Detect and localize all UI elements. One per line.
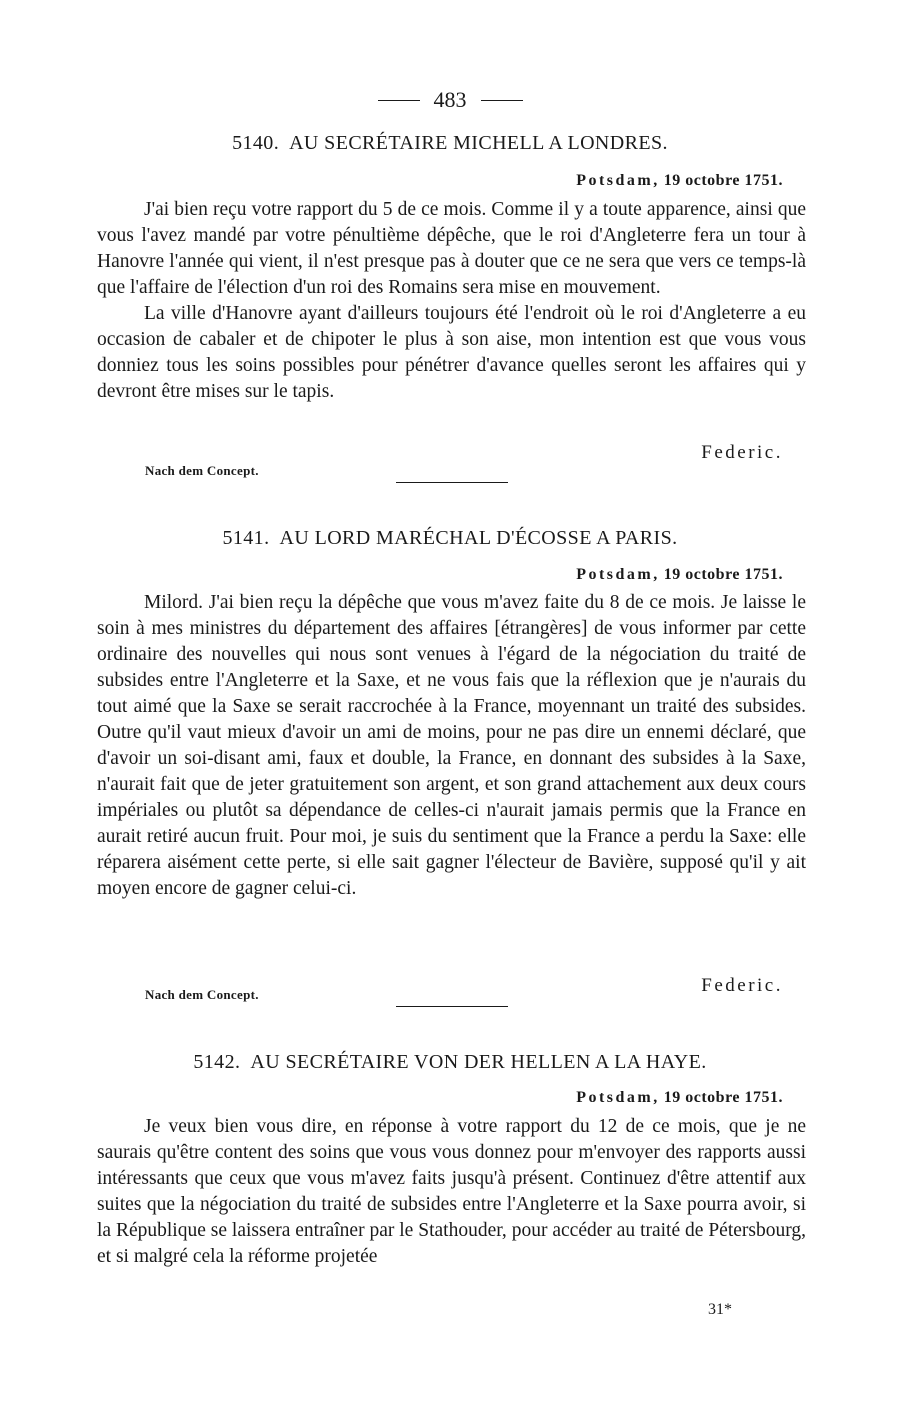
letter-heading [0,132,900,155]
letter-source-note: Nach dem Concept. [145,463,259,478]
letter-number: 5142. [193,1051,241,1073]
letter-dateline [576,1089,783,1107]
letter-number: 5140. [232,132,280,154]
letter-signature: Federic. [701,975,783,996]
letter-signature: Federic. [701,442,783,463]
page-number: 483 [433,87,467,112]
letter-dateline [576,172,783,190]
sheet-signature: 31* [708,1301,732,1318]
letter-source-note: Nach dem Concept. [145,987,259,1002]
page-number-header [370,86,530,114]
letter-heading [0,527,900,550]
letter-title: AU LORD MARÉCHAL D'ÉCOSSE A PARIS. [279,527,678,549]
section-divider [396,482,508,483]
letter-place: Potsdam, [576,1089,660,1106]
page-number-dash-right [481,100,523,101]
letter-paragraph: Je veux bien vous dire, en réponse à votre rapport du 12 de ce mois, que je ne saurais qu'être content des soins que vous vous donnez pour m'envoyer des rapports aussi intéressants que ceux que vous m'avez faits jusqu'à présent. Continuez d'être attentif aux suites que la négociation du traité de subsides entre l'Angleterre et la Saxe pourra avoir, si la République se laissera entraîner par le Stathouder, pour accéder au traité de Pétersbourg, et si malgré cela la réforme projetée [97,1116,806,1267]
letter-paragraph: J'ai bien reçu votre rapport du 5 de ce mois. Comme il y a toute apparence, ainsi que vous l'avez mandé par votre pénultième dépêche, que le roi d'Angleterre fera un tour à Hanovre l'année qui vient, il n'est presque pas à douter que ce ne sera que vers ce temps-là que l'affaire de l'élection d'un roi des Romains sera mise en mouvement. [97,199,806,298]
letter-body [97,197,806,405]
letter-place: Potsdam, [576,566,660,583]
letter-heading [0,1051,900,1074]
letter-paragraph: La ville d'Hanovre ayant d'ailleurs toujours été l'endroit où le roi d'Angleterre a eu occasion de cabaler et de chipoter le plus à son aise, mon intention est que vous vous donniez tous les soins possibles pour pénétrer d'avance quelles seront les affaires qui y devront être mises sur le tapis. [97,303,806,402]
letter-body [97,1114,806,1270]
section-divider [396,1006,508,1007]
letter-body [97,590,806,902]
letter-date: 19 octobre 1751. [663,566,783,583]
letter-title: AU SECRÉTAIRE MICHELL A LONDRES. [289,132,668,154]
letter-date: 19 octobre 1751. [663,172,783,189]
letter-title: AU SECRÉTAIRE VON DER HELLEN A LA HAYE. [250,1051,707,1073]
letter-number: 5141. [222,527,270,549]
letter-place: Potsdam, [576,172,660,189]
letter-date: 19 octobre 1751. [663,1089,783,1106]
page-number-dash-left [378,100,420,101]
letter-dateline [576,566,783,584]
letter-paragraph: Milord. J'ai bien reçu la dépêche que vous m'avez faite du 8 de ce mois. Je laisse le soin à mes ministres du département des affaires [étrangères] de vous informer par cette ordinaire des nouvelles qui nous sont venues à l'égard de la négociation du traité de subsides entre l'Angleterre et la Saxe, et ne vous fais que la réflexion que je n'aurais du tout aimé que la Saxe se serait raccrochée à la France, moyennant un traité des subsides. Outre qu'il vaut mieux d'avoir un ami de moins, pour ne pas dire un ennemi déclaré, que d'avoir un soi-disant ami, faux et double, la France, en donnant des subsides à la Saxe, n'aurait fait que de jeter gratuitement son argent, et son grand attachement aux deux cours impériales ou plutôt sa dépendance de celles-ci n'aurait jamais permis que la France en aurait retiré aucun fruit. Pour moi, je suis du sentiment que la France a perdu la Saxe: elle réparera aisément cette perte, si elle sait gagner l'électeur de Bavière, supposé qu'il y ait moyen encore de gagner celui-ci. [97,592,806,899]
